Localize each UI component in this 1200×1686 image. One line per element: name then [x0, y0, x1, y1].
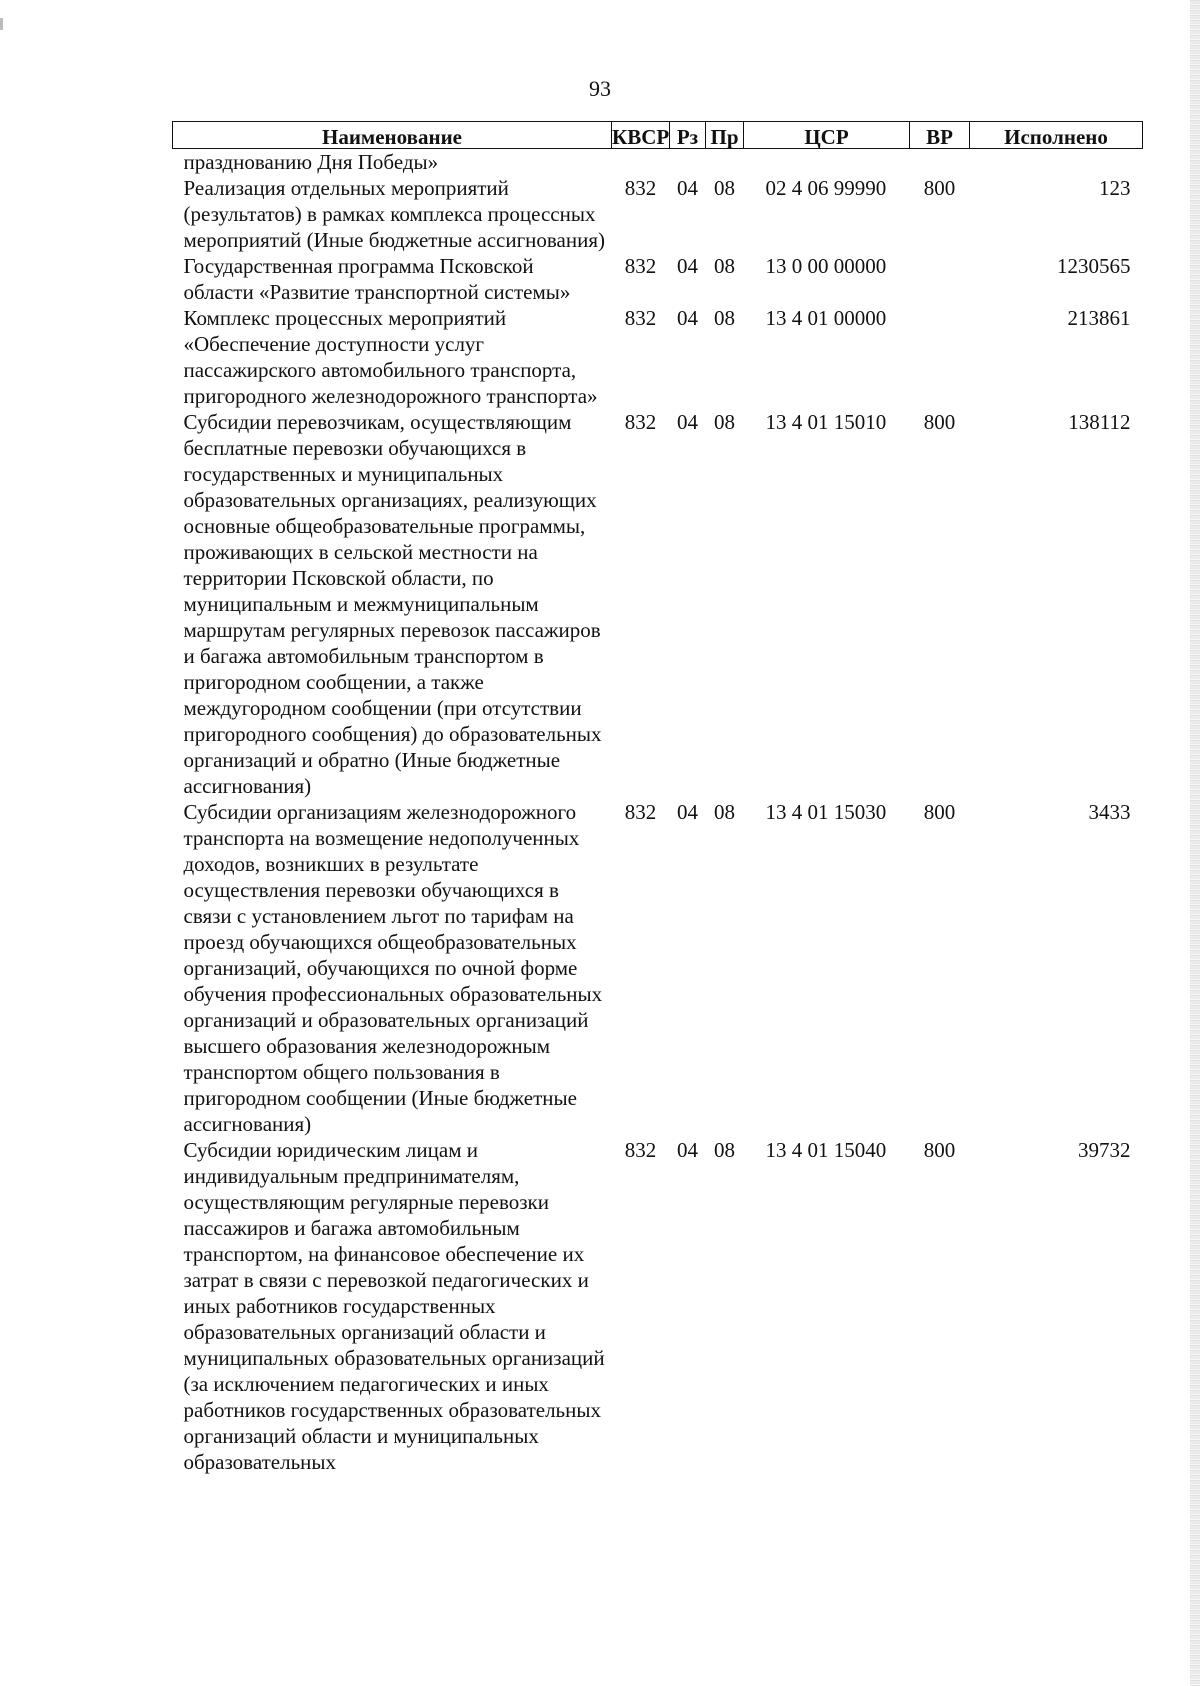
cell-kvsr: 832	[624, 1138, 657, 1162]
scan-edge-strip	[1190, 0, 1200, 1686]
cell-executed: 3433	[1088, 800, 1131, 824]
cell-pr: 08	[714, 1138, 735, 1162]
table-body	[173, 149, 1143, 1476]
cell-kvsr: 832	[624, 410, 657, 434]
cell-kvsr: 832	[624, 306, 657, 330]
table-row	[173, 409, 1143, 799]
table-row	[173, 149, 1143, 176]
cell-csr: 13 4 01 00000	[765, 306, 887, 330]
cell-vr: 800	[923, 1138, 956, 1162]
cell-name: Субсидии юридическим лицам и индивидуальным предпринимателям, осуществляющим регулярные перевозки пассажиров и багажа автомобильным транспортом, на финансовое обеспечение их затрат в связи с перевозкой педагогических и иных работников государственных образовательных организаций области и муниципальных образовательных организаций (за исключением педагогических и иных работников государственных образовательных организаций области и муниципальных образовательных	[183, 1138, 605, 1474]
header-rz: Рз	[670, 122, 706, 149]
cell-kvsr	[612, 149, 670, 176]
cell-name: Государственная программа Псковской области «Развитие транспортной системы»	[183, 254, 571, 304]
cell-executed: 1230565	[1057, 254, 1131, 278]
cell-pr: 08	[714, 254, 735, 278]
cell-vr	[910, 305, 970, 409]
cell-pr	[706, 149, 744, 176]
cell-name: Реализация отдельных мероприятий (результатов) в рамках комплекса процессных мероприятий (Иные бюджетные ассигнования)	[183, 176, 606, 252]
cell-rz: 04	[677, 254, 698, 278]
table-row	[173, 175, 1143, 253]
cell-csr: 13 4 01 15010	[765, 410, 887, 434]
cell-pr: 08	[714, 800, 735, 824]
table-header-row	[173, 122, 1143, 149]
cell-kvsr: 832	[624, 254, 657, 278]
cell-pr: 08	[714, 410, 735, 434]
cell-csr: 13 0 00 00000	[765, 254, 887, 278]
cell-kvsr: 832	[624, 176, 657, 200]
table-row	[173, 305, 1143, 409]
cell-vr	[910, 149, 970, 176]
cell-executed: 213861	[1067, 306, 1131, 330]
cell-executed	[970, 149, 1143, 176]
cell-rz: 04	[677, 410, 698, 434]
cell-executed: 39732	[1078, 1138, 1131, 1162]
cell-name: Субсидии организациям железнодорожного транспорта на возмещение недополученных доходов, возникших в результате осуществления перевозки обучающихся в связи с установлением льгот по тарифам на проезд обучающихся общеобразовательных организаций, обучающихся по очной форме обучения профессиональных образовательных организаций и образовательных организаций высшего образования железнодорожным транспортом общего пользования в пригородном сообщении (Иные бюджетные ассигнования)	[183, 800, 603, 1136]
header-name: Наименование	[173, 122, 612, 149]
cell-name: Комплекс процессных мероприятий «Обеспечение доступности услуг пассажирского автомобильного транспорта, пригородного железнодорожного транспорта»	[183, 306, 598, 408]
header-csr: ЦСР	[744, 122, 910, 149]
cell-rz: 04	[677, 1138, 698, 1162]
header-kvsr: КВСР	[612, 122, 670, 149]
cell-name: Субсидии перевозчикам, осуществляющим бесплатные перевозки обучающихся в государственных и муниципальных образовательных организациях, реализующих основные общеобразовательные программы, проживающих в сельской местности на территории Псковской области, по муниципальным и межмуниципальным маршрутам регулярных перевозок пассажиров и багажа автомобильным транспортом в пригородном сообщении, а также междугородном сообщении (при отсутствии пригородного сообщения) до образовательных организаций и обратно (Иные бюджетные ассигнования)	[183, 410, 602, 798]
cell-rz: 04	[677, 176, 698, 200]
cell-rz: 04	[677, 800, 698, 824]
header-executed: Исполнено	[970, 122, 1143, 149]
cell-vr: 800	[923, 410, 956, 434]
cell-pr: 08	[714, 176, 735, 200]
cell-name: празднованию Дня Победы»	[183, 150, 439, 174]
table-row	[173, 1137, 1143, 1475]
table-row	[173, 799, 1143, 1137]
cell-vr: 800	[923, 176, 956, 200]
cell-executed: 138112	[1068, 410, 1131, 434]
cell-pr: 08	[714, 306, 735, 330]
header-pr: Пр	[706, 122, 744, 149]
page-number: 93	[589, 76, 611, 101]
table-row	[173, 253, 1143, 305]
cell-vr: 800	[923, 800, 956, 824]
cell-vr	[910, 253, 970, 305]
cell-rz	[670, 149, 706, 176]
cell-csr	[744, 149, 910, 176]
cell-csr: 13 4 01 15030	[765, 800, 887, 824]
budget-table	[172, 121, 1143, 1475]
scan-edge-mark	[0, 18, 3, 30]
header-vr: ВР	[910, 122, 970, 149]
cell-csr: 13 4 01 15040	[765, 1138, 887, 1162]
cell-kvsr: 832	[624, 800, 657, 824]
cell-rz: 04	[677, 306, 698, 330]
cell-executed: 123	[1099, 176, 1131, 200]
cell-csr: 02 4 06 99990	[765, 176, 887, 200]
